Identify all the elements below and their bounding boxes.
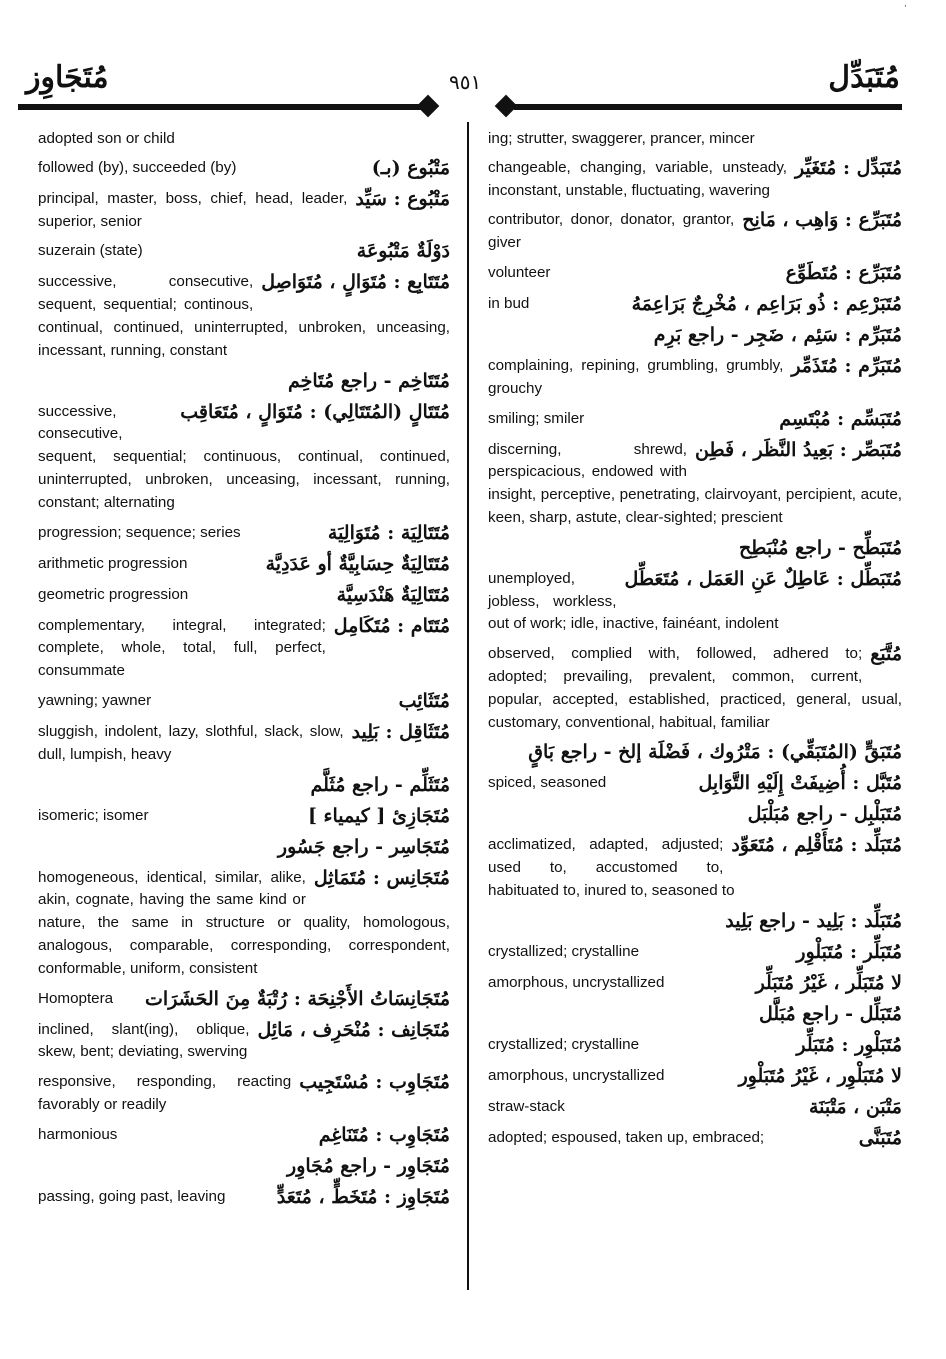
- header-rule-left: [18, 104, 426, 110]
- arabic-headword: مُتَجَاوِب : مُتَنَاغِم: [318, 1123, 450, 1146]
- arabic-headword: مَتْبَن ، مَتْبَنَة: [808, 1095, 902, 1118]
- dictionary-entry: [38, 1153, 450, 1179]
- dictionary-entry: [488, 535, 902, 561]
- arabic-headword: مُتَتَاخِم - راجع مُتَاخِم: [288, 369, 450, 392]
- english-definition: changeable, changing, variable, unsteady, inconstant, unstable, fluctuating, wavering: [488, 158, 788, 199]
- arabic-headword: مُتَبَلِّد : مُتَأَقْلِم ، مُتَعَوِّد: [731, 834, 902, 857]
- left-column: [38, 128, 450, 1217]
- header-rule-right: [514, 104, 902, 110]
- arabic-headword: مُتَبَسِّم : مُبْتَسِم: [779, 407, 902, 430]
- header-guide-word-right: مُتَبَدِّل: [828, 60, 900, 95]
- arabic-headword: مُتَبَلْوِر : مُتَبَلِّر: [796, 1033, 902, 1056]
- dictionary-entry: [488, 408, 902, 432]
- english-definition: suzerain (state): [38, 242, 143, 260]
- dictionary-entry: [38, 188, 450, 234]
- english-definition: in bud: [488, 294, 530, 312]
- english-definition: observed, complied with, followed, adhered to; adopted; prevailing, prevalent, common, current, popular, accepted, established, practiced, general, usual, customary, conventional, habitual, familiar: [488, 645, 902, 731]
- dictionary-entry: [38, 721, 450, 767]
- arabic-headword: مُتَبَلْبِل - راجع مُبَلْبَل: [747, 803, 902, 826]
- arabic-headword: مُتَبَقٍّ (المُتَبَقِّي) : مَتْرُوك ، فَضْلَة إلخ - راجع بَاقٍ: [528, 741, 902, 764]
- dictionary-entry: [488, 1096, 902, 1120]
- arabic-headword: مُتَجَانِس : مُتَمَاثِل: [313, 866, 450, 889]
- arabic-headword: مَتْبُوع : سَيِّد: [355, 187, 450, 210]
- english-definition: passing, going past, leaving: [38, 1187, 226, 1205]
- dictionary-entry: [488, 772, 902, 796]
- english-definition: progression; sequence; series: [38, 523, 241, 541]
- dictionary-entry: [38, 553, 450, 577]
- english-definition: amorphous, uncrystallized: [488, 1066, 665, 1084]
- arabic-headword: مُتَبَطِّل : عَاطِلٌ عَنِ العَمَل ، مُتَعَطِّل: [624, 567, 902, 590]
- english-definition: sluggish, indolent, lazy, slothful, slack, slow, dull, lumpish, heavy: [38, 722, 344, 763]
- dictionary-entry: [38, 690, 450, 714]
- english-definition: acclimatized, adapted, adjusted; used to, accustomed to, habituated to, inured to, seasoned to: [488, 836, 735, 899]
- arabic-headword: مُتَتَام : مُتَكَامِل: [333, 614, 450, 637]
- arabic-headword: مُتَبَرِّم : سَئِم ، ضَجِر - راجع بَرِم: [653, 323, 902, 346]
- arabic-headword: مُتَجَاوِب : مُسْتَجِيب: [299, 1071, 450, 1094]
- english-definition: successive, consecutive, sequent, sequential; continuous, continual, continued, uninterrupted, unbroken, unceasing, incessant, running, constant; alternating: [38, 402, 450, 511]
- arabic-headword: مُتَجَانِسَاتُ الأَجْنِحَة : رُتْبَةٌ مِنَ الحَشَرَات: [145, 987, 450, 1010]
- dictionary-entry: [488, 355, 902, 401]
- dictionary-entry: [488, 941, 902, 965]
- dictionary-entry: [38, 1186, 450, 1210]
- english-definition: crystallized; crystalline: [488, 1035, 640, 1053]
- english-definition: successive, consecutive, sequent, sequential; continous, continual, continued, uninterrupted, unbroken, unceasing, incessant, running, constant: [38, 273, 450, 359]
- english-definition: adopted son or child: [38, 130, 175, 147]
- dictionary-entry: [488, 972, 902, 996]
- arabic-headword: مُتَتَالِيَةٌ هَنْدَسِيَّة: [336, 583, 450, 606]
- arabic-headword: لا مُتَبَلِّر ، غَيْرُ مُتَبَلِّر: [755, 971, 902, 994]
- arabic-headword: مُتَبَنَّى: [858, 1126, 902, 1149]
- dictionary-entry: [38, 1019, 450, 1065]
- arabic-headword: مُتَبَّل : أُضِيفَتْ إِلَيْهِ التَّوَابِل: [698, 772, 902, 795]
- dictionary-entry: [38, 401, 450, 515]
- english-definition: unemployed, jobless, workless, out of work; idle, inactive, fainéant, indolent: [488, 569, 779, 633]
- arabic-headword: مُتَبَدِّل : مُتَغَيِّر: [795, 156, 902, 179]
- corner-mark: ': [904, 4, 906, 13]
- arabic-headword: مُتَجَازِئ [ كيمياء ]: [307, 804, 450, 827]
- arabic-headword: مُتَثَاقِل : بَلِيد: [351, 720, 450, 743]
- arabic-headword: مُتَجَانِف : مُنْحَرِف ، مَائِل: [257, 1018, 450, 1041]
- dictionary-entry: [488, 643, 902, 734]
- arabic-headword: مُتَبَرْعِم : ذُو بَرَاعِم ، مُخْرِجٌ بَرَاعِمَهُ: [631, 292, 902, 315]
- dictionary-entry: [488, 1001, 902, 1027]
- dictionary-entry: [38, 1124, 450, 1148]
- dictionary-entry: [38, 988, 450, 1012]
- english-definition: ing; strutter, swaggerer, prancer, mincer: [488, 130, 755, 147]
- english-definition: smiling; smiler: [488, 409, 585, 427]
- dictionary-entry: [38, 522, 450, 546]
- english-definition: adopted; espoused, taken up, embraced;: [488, 1128, 765, 1146]
- english-definition: geometric progression: [38, 585, 189, 603]
- arabic-headword: مُتَّبَع: [870, 643, 902, 666]
- english-definition: amorphous, uncrystallized: [488, 973, 665, 991]
- dictionary-entry: [38, 128, 450, 151]
- arabic-headword: مُتَبَلِّر : مُتَبَلْوِر: [796, 940, 902, 963]
- dictionary-entry: [488, 322, 902, 348]
- dictionary-entry: [38, 867, 450, 981]
- english-definition: homogeneous, identical, similar, alike, akin, cognate, having the same kind or nature, the same in structure or quality, homologous, analogous, comparable, corresponding, correspondent, conformable, uniform, consistent: [38, 868, 450, 977]
- dictionary-entry: [38, 157, 450, 181]
- dictionary-entry: [488, 262, 902, 286]
- dictionary-entry: [488, 739, 902, 765]
- page-number: ٩٥١: [449, 70, 482, 94]
- english-definition: volunteer: [488, 263, 551, 281]
- arabic-headword: مُتَتَالِيَةٌ حِسَابِيَّةٌ أو عَدَدِيَّة: [265, 552, 450, 575]
- arabic-headword: مُتَجَاوِر - راجع مُجَاوِر: [287, 1154, 450, 1177]
- dictionary-entry: [488, 801, 902, 827]
- dictionary-entry: [488, 1034, 902, 1058]
- english-definition: complaining, repining, grumbling, grumbly, grouchy: [488, 356, 784, 397]
- header-diamond-left-icon: [417, 95, 440, 118]
- right-column: [488, 128, 902, 1158]
- arabic-headword: مُتَتَالٍ (المُتَتَالِي) : مُتَوَالٍ ، مُتَعَاقِب: [180, 400, 450, 423]
- arabic-headword: مُتَبَلِّل - راجع مُبَلَّل: [759, 1002, 902, 1025]
- header-guide-word-left: مُتَجَاوِز: [26, 60, 109, 95]
- dictionary-entry: [38, 368, 450, 394]
- dictionary-entry: [488, 157, 902, 203]
- english-definition: straw-stack: [488, 1097, 565, 1115]
- arabic-headword: دَوْلَةٌ مَتْبُوعَة: [356, 240, 450, 263]
- english-definition: Homoptera: [38, 989, 114, 1007]
- arabic-headword: مُتَجَاسِر - راجع جَسُور: [277, 835, 450, 858]
- dictionary-entry: [488, 293, 902, 317]
- arabic-headword: مُتَبَرِّع : وَاهِب ، مَانِح: [742, 209, 902, 232]
- dictionary-entry: [38, 772, 450, 798]
- english-definition: principal, master, boss, chief, head, leader, superior, senior: [38, 189, 348, 230]
- english-definition: complementary, integral, integrated; complete, whole, total, full, perfect, consummate: [38, 616, 326, 680]
- arabic-headword: لا مُتَبَلْوِر ، غَيْرُ مُتَبَلْوِر: [738, 1064, 902, 1087]
- arabic-headword: مُتَبَرِّم : مُتَذَمِّر: [791, 354, 902, 377]
- arabic-headword: مُتَتَالِيَة : مُتَوَالِيَة: [327, 521, 450, 544]
- english-definition: arithmetic progression: [38, 554, 188, 572]
- english-definition: spiced, seasoned: [488, 774, 607, 792]
- dictionary-entry: [488, 568, 902, 636]
- dictionary-entry: [488, 439, 902, 530]
- english-definition: isomeric; isomer: [38, 806, 149, 824]
- english-definition: contributor, donor, donator, grantor, giver: [488, 211, 735, 252]
- arabic-headword: مُتَبَطِّح - راجع مُنْبَطِح: [738, 536, 902, 559]
- dictionary-entry: [38, 615, 450, 683]
- dictionary-entry: [488, 209, 902, 255]
- arabic-headword: مُتَبَرِّع : مُتَطَوِّع: [785, 261, 902, 284]
- arabic-headword: مُتَتَابِع : مُتَوَالٍ ، مُتَوَاصِل: [261, 271, 450, 294]
- dictionary-entry: [38, 1071, 450, 1117]
- dictionary-entry: [488, 128, 902, 151]
- arabic-headword: مُتَجَاوِز : مُتَخَطٍّ ، مُتَعَدٍّ: [276, 1185, 450, 1208]
- english-definition: yawning; yawner: [38, 691, 152, 709]
- arabic-headword: مُتَثَلِّم - راجع مُثَلَّم: [310, 773, 450, 796]
- arabic-headword: مَتْبُوع (بـ): [371, 156, 450, 179]
- english-definition: responsive, responding, reacting favorably or readily: [38, 1073, 292, 1113]
- english-definition: harmonious: [38, 1125, 118, 1143]
- dictionary-entry: [38, 805, 450, 829]
- dictionary-entry: [488, 1065, 902, 1089]
- arabic-headword: مُتَبَصِّر : بَعِيدُ النَّظَر ، فَطِن: [695, 438, 902, 461]
- arabic-headword: مُتَبَلِّد : بَلِيد - راجع بَلِيد: [725, 909, 902, 932]
- english-definition: discerning, shrewd, perspicacious, endowed with insight, perceptive, penetrating, clairvoyant, percipient, acute, keen, sharp, astute, clear-sighted; prescient: [488, 440, 902, 526]
- arabic-headword: مُتَثَائِب: [398, 689, 450, 712]
- dictionary-entry: [38, 271, 450, 362]
- dictionary-entry: [38, 834, 450, 860]
- dictionary-entry: [488, 908, 902, 934]
- column-divider: [467, 122, 469, 1290]
- english-definition: inclined, slant(ing), oblique, skew, bent; deviating, swerving: [38, 1020, 250, 1061]
- english-definition: followed (by), succeeded (by): [38, 158, 237, 176]
- english-definition: crystallized; crystalline: [488, 942, 640, 960]
- dictionary-entry: [488, 1127, 902, 1151]
- dictionary-entry: [38, 240, 450, 264]
- dictionary-entry: [488, 834, 902, 902]
- dictionary-entry: [38, 584, 450, 608]
